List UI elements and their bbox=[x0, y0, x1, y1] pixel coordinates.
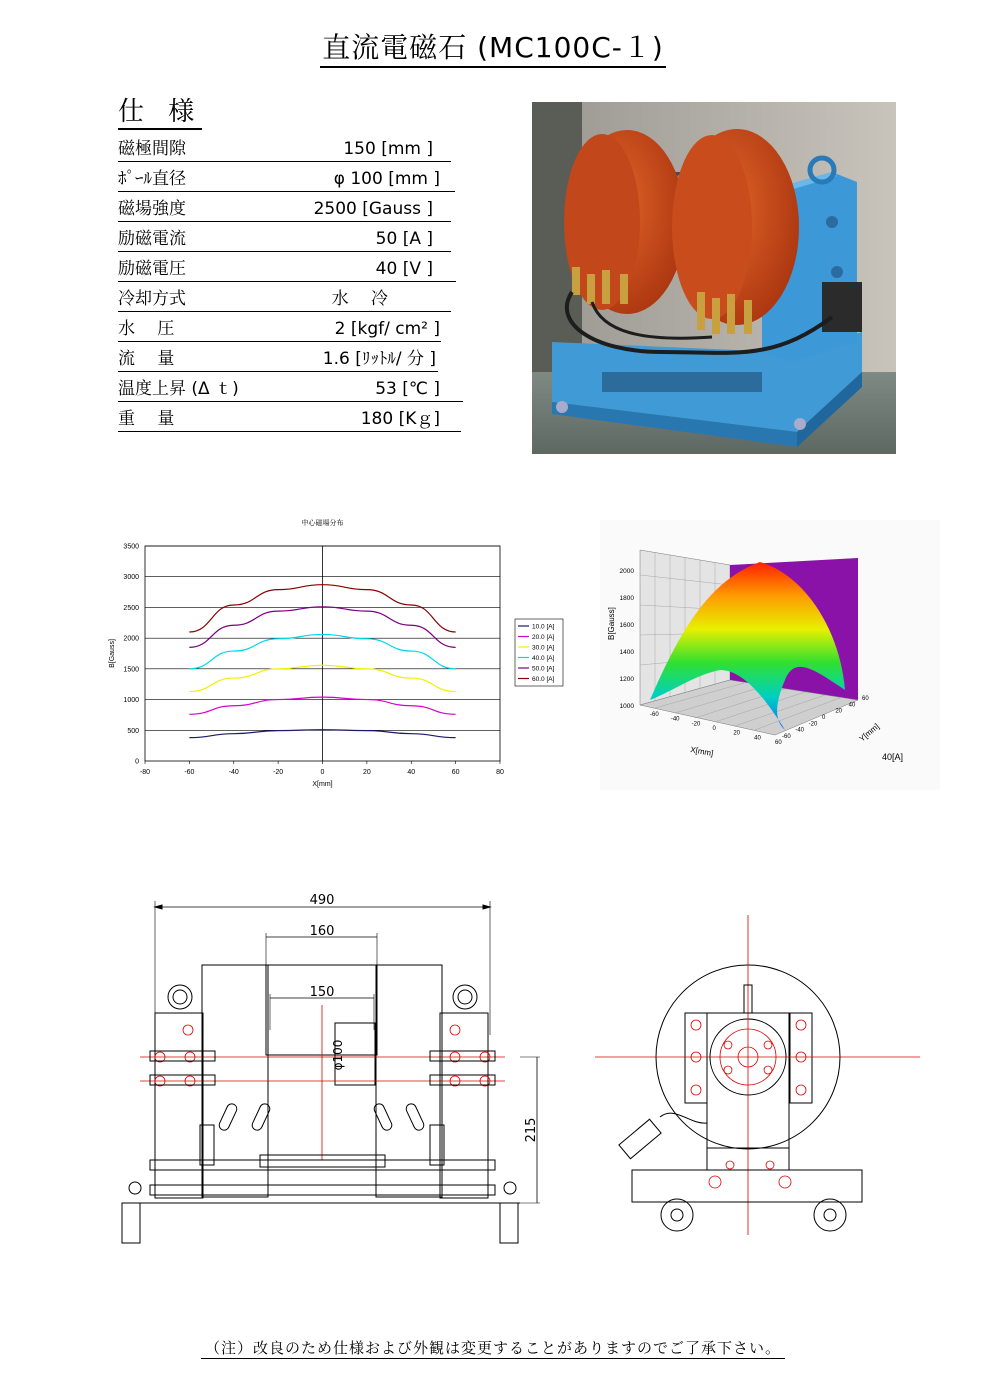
footnote: （注）改良のため仕様および外観は変更することがありますのでご了承下さい。 bbox=[0, 1337, 986, 1358]
spec-underline bbox=[118, 431, 461, 432]
y-tick-label: 3500 bbox=[123, 543, 139, 551]
y-tick-label: 1500 bbox=[123, 666, 139, 674]
spec-label: 流 量 bbox=[118, 349, 175, 369]
x-tick-label: -80 bbox=[139, 769, 151, 776]
spec-label: 水 圧 bbox=[118, 319, 175, 339]
spec-row bbox=[118, 226, 451, 252]
x-tick-label: 60 bbox=[775, 740, 782, 746]
spec-underline bbox=[118, 401, 463, 402]
y-tick-label: -40 bbox=[795, 727, 805, 734]
x-tick-label: -60 bbox=[184, 769, 195, 776]
field-distribution-chart bbox=[100, 510, 580, 800]
spec-row bbox=[118, 346, 438, 372]
spec-value: 150 [mm ] bbox=[343, 139, 433, 159]
spec-underline bbox=[118, 221, 451, 222]
spec-row bbox=[118, 316, 441, 342]
spec-label: 磁極間隙 bbox=[118, 139, 186, 159]
y-tick-label: 40 bbox=[848, 702, 856, 709]
z-tick-label: 1400 bbox=[619, 649, 634, 656]
y-tick-label: 2000 bbox=[123, 635, 139, 643]
x-tick-label: -40 bbox=[228, 769, 239, 776]
x-tick-label: 0 bbox=[712, 726, 716, 732]
dim-490-label: 490 bbox=[309, 893, 335, 908]
x-tick-label: -40 bbox=[670, 716, 680, 723]
z-tick-label: 1600 bbox=[619, 622, 634, 629]
technical-drawings bbox=[100, 885, 940, 1275]
x-tick-label: 60 bbox=[451, 769, 460, 776]
x-tick-label: 20 bbox=[733, 730, 741, 737]
spec-row bbox=[118, 376, 463, 402]
x-tick-label: -20 bbox=[691, 721, 701, 728]
legend-entry: 20.0 [A] bbox=[532, 634, 555, 641]
z-tick-label: 2000 bbox=[619, 568, 634, 575]
spec-underline bbox=[118, 191, 455, 192]
surface-xlabel: X[mm] bbox=[689, 745, 714, 758]
surface-ylabel: Y[mm] bbox=[857, 721, 881, 744]
spec-value: 2500 [Gauss ] bbox=[313, 199, 433, 219]
y-tick-label: -60 bbox=[782, 734, 791, 740]
spec-label: 重 量 bbox=[118, 409, 175, 429]
spec-underline bbox=[118, 371, 438, 372]
x-tick-label: 40 bbox=[407, 769, 416, 776]
y-tick-label: 60 bbox=[862, 696, 869, 702]
spec-row bbox=[118, 286, 451, 312]
legend-entry: 50.0 [A] bbox=[532, 665, 555, 673]
legend-entry: 30.0 [A] bbox=[532, 644, 555, 652]
spec-row bbox=[118, 196, 451, 222]
dim-150-label: 150 bbox=[309, 985, 335, 1000]
y-tick-label: 2500 bbox=[123, 604, 139, 612]
front-view-drawing bbox=[122, 893, 540, 1243]
spec-row bbox=[118, 406, 461, 432]
chart-title: 中心磁場分布 bbox=[301, 520, 344, 527]
spec-row bbox=[118, 136, 451, 162]
x-tick-label: 40 bbox=[754, 735, 761, 742]
x-tick-label: 80 bbox=[496, 769, 504, 776]
legend-entry: 10.0 [A] bbox=[532, 623, 555, 631]
legend-entry: 40.0 [A] bbox=[532, 655, 555, 662]
spec-value: φ 100 [mm ] bbox=[333, 169, 440, 189]
z-tick-label: 1000 bbox=[619, 703, 634, 710]
y-tick-label: 20 bbox=[835, 708, 843, 715]
page-title: 直流電磁石 (MC100C-１) bbox=[0, 26, 986, 66]
y-tick-label: 3000 bbox=[123, 574, 139, 582]
spec-heading: 仕 様 bbox=[118, 96, 202, 130]
y-tick-label: 1000 bbox=[123, 697, 139, 705]
spec-value: 1.6 [ﾘｯﾄﾙ/ 分 ] bbox=[322, 349, 436, 369]
z-tick-label: 1200 bbox=[619, 676, 634, 683]
spec-underline bbox=[118, 251, 451, 252]
side-view-drawing bbox=[595, 915, 920, 1235]
spec-underline bbox=[118, 311, 451, 312]
x-axis-label: X[mm] bbox=[312, 781, 333, 788]
spec-row bbox=[118, 166, 455, 192]
spec-label: 温度上昇 (Δ ｔ) bbox=[118, 379, 239, 399]
spec-value: 53 [℃ ] bbox=[375, 379, 440, 399]
x-tick-label: -60 bbox=[650, 712, 659, 718]
x-tick-label: 20 bbox=[362, 769, 371, 776]
spec-label: 冷却方式 bbox=[118, 289, 186, 309]
z-tick-label: 1800 bbox=[619, 595, 634, 602]
y-tick-label: 500 bbox=[127, 727, 139, 735]
field-surface-plot bbox=[600, 520, 940, 790]
spec-value: 40 [V ] bbox=[375, 259, 433, 279]
spec-label: 励磁電流 bbox=[118, 229, 186, 249]
y-axis-label: B[Gauss] bbox=[109, 639, 116, 668]
legend-entry: 60.0 [A] bbox=[532, 676, 555, 683]
spec-value: 2 [kgf/ cm² ] bbox=[334, 319, 440, 339]
dim-phi100-label: φ100 bbox=[331, 1039, 345, 1071]
product-photo bbox=[532, 102, 896, 454]
spec-value: 水 冷 bbox=[331, 289, 388, 309]
y-tick-label: -20 bbox=[808, 721, 818, 728]
x-tick-label: -20 bbox=[273, 769, 284, 776]
dim-215-label: 215 bbox=[524, 1117, 539, 1143]
spec-label: ﾎﾟｰﾙ直径 bbox=[118, 169, 186, 189]
surface-zlabel: B[Gauss] bbox=[607, 607, 616, 640]
y-tick-label: 0 bbox=[135, 758, 139, 766]
spec-label: 磁場強度 bbox=[118, 199, 186, 219]
dim-160-label: 160 bbox=[309, 924, 335, 939]
spec-underline bbox=[118, 341, 441, 342]
surface-annotation: 40[A] bbox=[882, 752, 904, 762]
x-tick-label: 0 bbox=[320, 769, 325, 776]
spec-underline bbox=[118, 161, 451, 162]
spec-label: 励磁電圧 bbox=[118, 259, 186, 279]
spec-row bbox=[118, 256, 456, 282]
spec-underline bbox=[118, 281, 456, 282]
y-tick-label: 0 bbox=[822, 715, 826, 721]
spec-value: 50 [A ] bbox=[375, 229, 433, 249]
spec-value: 180 [Kｇ] bbox=[360, 409, 440, 429]
